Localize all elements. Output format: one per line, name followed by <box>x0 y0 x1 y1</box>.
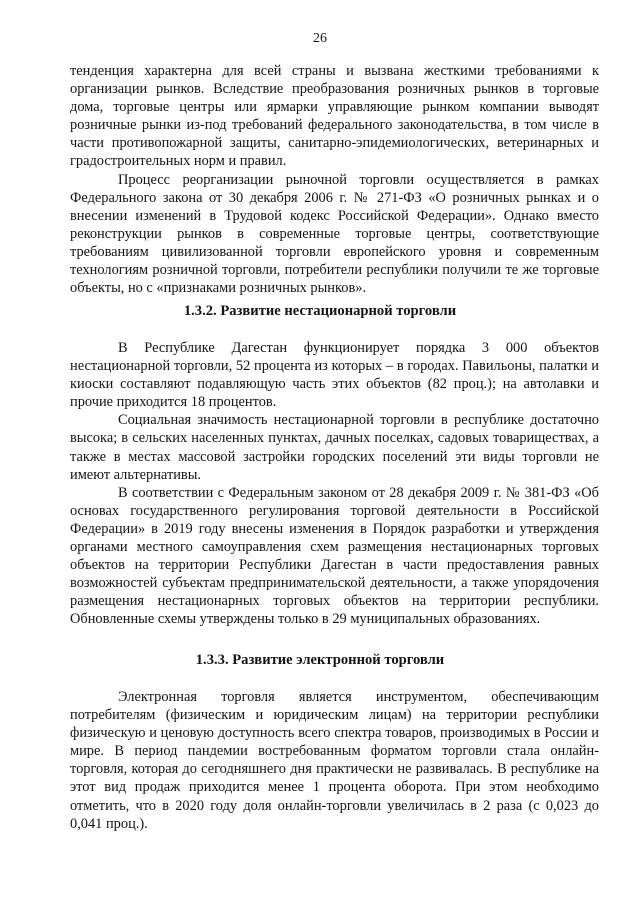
intro-paragraph-2: Процесс реорганизации рыночной торговли осуществляется в рамках Федерального закона от 30 декабря 2006 г. № 271-ФЗ «О розничных рынках и о внесении изменений в Трудовой кодекс Российской Федерации». Однако вместо реконструкции рынков в современные торговые центры, соответствующие требованиям цивилизованной торговли европейского уровня и современным технологиям розничной торговли, потребители республики получили те же торговые объекты, но с «признаками розничных рынков». <box>70 171 599 297</box>
section-heading-nonstationary: 1.3.2. Развитие нестационарной торговли <box>183 303 457 319</box>
nonstationary-section <box>70 339 599 629</box>
page-number: 26 <box>313 31 327 46</box>
nonstationary-paragraph-3: В соответствии с Федеральным законом от 28 декабря 2009 г. № 381-ФЗ «Об основах государственного регулирования торговой деятельности в Российской Федерации» в 2019 году внесены изменения в Порядок разработки и утверждения органами местного самоуправления схем размещения нестационарных торговых объектов на территории Республики Дагестан в части предоставления равных возможностей субъектам предпринимательской деятельности, а также упорядочения размещения нестационарных торговых объектов на территории республики. Обновленные схемы утверждены только в 29 муниципальных образованиях. <box>70 484 599 628</box>
section-heading-electronic: 1.3.3. Развитие электронной торговли <box>195 652 445 668</box>
electronic-section <box>70 688 599 833</box>
nonstationary-paragraph-1: В Республике Дагестан функционирует порядка 3 000 объектов нестационарной торговли, 52 процента из которых – в городах. Павильоны, палатки и киоски составляют подавляющую часть этих объектов (82 проц.); на автолавки и прочие приходится 18 процентов. <box>70 340 599 411</box>
intro-paragraph-1: тенденция характерна для всей страны и вызвана жесткими требованиями к организации рынков. Вследствие преобразования розничных рынков в торговые дома, торговые центры или ярмарки управляющие рынком компании выводят розничные рынки из-под требований федерального законодательства, в том числе в части противопожарной защиты, санитарно-эпидемиологических, ветеринарных и градостроительных норм и правил. <box>70 63 599 170</box>
nonstationary-paragraph-2: Социальная значимость нестационарной торговли в республике достаточно высока; в сельских населенных пунктах, дачных поселках, садовых товариществах, а также в местах массовой застройки городских поселений эти виды торговли не имеют альтернативы. <box>70 412 599 483</box>
intro-section <box>70 62 599 297</box>
electronic-paragraph-1: Электронная торговля является инструментом, обеспечивающим потребителям (физическим и юридическим лицам) на территории республики физическую и ценовую доступность всего спектра товаров, производимых в России и мире. В период пандемии востребованным форматом торговли стала онлайн-торговля, которая до сегодняшнего дня практически не развивалась. В республике на этот вид продаж приходится менее 1 процента оборота. При этом необходимо отметить, что в 2020 году доля онлайн-торговли увеличилась в 2 раза (с 0,023 до 0,041 проц.). <box>70 689 599 832</box>
